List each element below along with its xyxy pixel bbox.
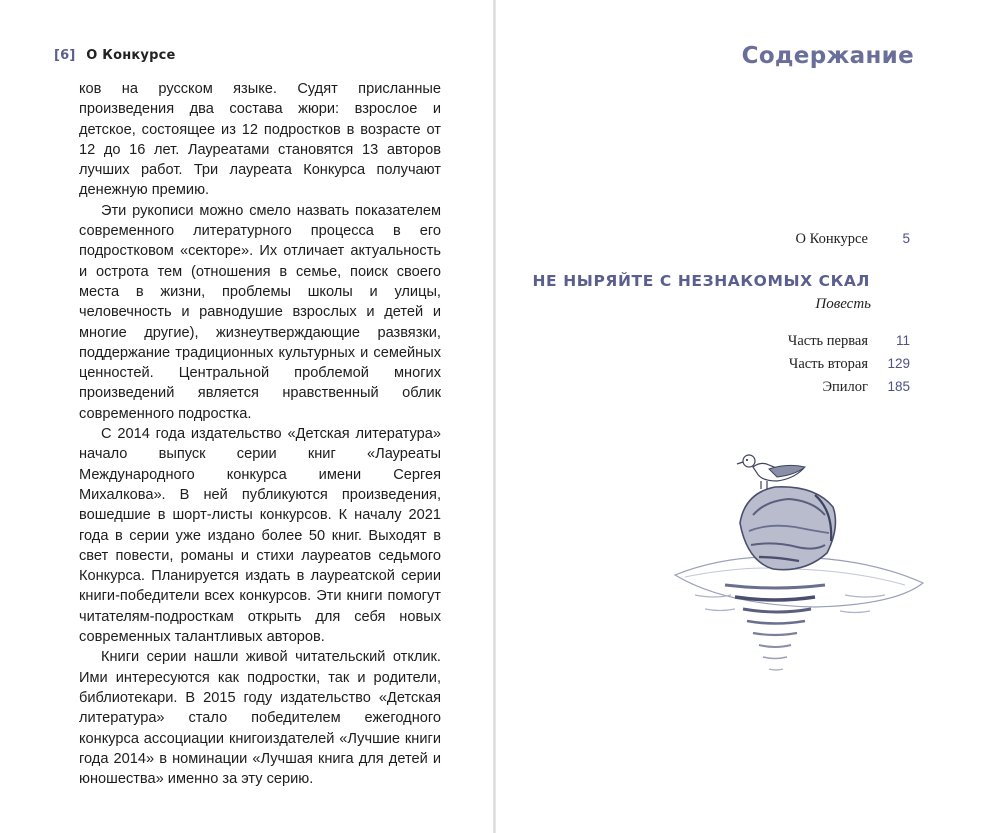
toc-parts — [550, 333, 910, 402]
paragraph-4: Книги серии нашли живой читательский отклик. Ими интересуются как подростки, так и родители, библиотекари. В 2015 году издательство «Детская литература» стало победителем ежегодного конкурса ассоциации книгоиздателей «Лучшие книги года 2014» в номинации «Лучшая книга для детей и юношества» именно за эту серию. — [79, 649, 441, 788]
book-gutter — [493, 0, 496, 833]
toc-entry-page: 11 — [895, 333, 910, 348]
paragraph-1: ков на русском языке. Судят присланные произведения два состава жюри: взрослое и детское, состоящее из 12 подростков в возрасте от 12 до 16 лет. Лауреатами становятся 13 авторов лучших работ. Три лауреата Конкурса получают денежную премию. — [79, 81, 441, 199]
toc-title: Содержание — [741, 43, 914, 69]
toc-entry-epilogue[interactable] — [550, 379, 910, 396]
toc-entry-about[interactable] — [550, 231, 910, 248]
seagull-on-rock-icon — [665, 445, 935, 695]
toc-entry-label: Часть вторая — [788, 356, 868, 372]
toc-entry-part-2[interactable] — [550, 356, 910, 373]
toc-entry-page: 185 — [887, 379, 910, 394]
toc-entry-label: Часть первая — [787, 333, 868, 349]
toc-entry-label: О Конкурсе — [795, 231, 868, 247]
running-title: О Конкурсе — [86, 48, 176, 63]
body-text — [79, 79, 441, 789]
toc-entry-page: 129 — [887, 356, 910, 371]
book-subtitle: Повесть — [815, 296, 871, 312]
paragraph-3: С 2014 года издательство «Детская литература» начало выпуск серии книг «Лауреаты Международного конкурса имени Сергея Михалкова». В ней публикуются произведения, вошедшие в шорт-листы конкурсов. К началу 2021 года в серии уже издано более 50 книг. Выходят в свет повести, романы и стихи лауреатов седьмого Конкурса. Планируется издать в лауреатской серии книги-победители всех конкурсов. Эти книги помогут читателям-подросткам открыть для себя новых современных талантливых авторов. — [79, 426, 441, 646]
page-number: [6] — [54, 48, 76, 63]
toc-entry-label: Эпилог — [822, 379, 868, 395]
toc-entry-part-1[interactable] — [550, 333, 910, 350]
running-head — [54, 48, 176, 63]
paragraph-2: Эти рукописи можно смело назвать показателем современного литературного процесса в его подростковом «секторе». Их отличает актуальность и острота тем (отношения в семье, поиск своего места в жизни, проблемы школы и улицы, человечность и равнодушие взрослых и детей и многие другие), жизнеутверждающие развязки, поддержание традиционных культурных и семейных ценностей. Центральной проблемой многих произведений является нравственный облик современного подростка. — [79, 202, 441, 422]
toc-entry-page: 5 — [902, 231, 910, 246]
book-title: НЕ НЫРЯЙТЕ С НЕЗНАКОМЫХ СКАЛ — [532, 272, 870, 290]
